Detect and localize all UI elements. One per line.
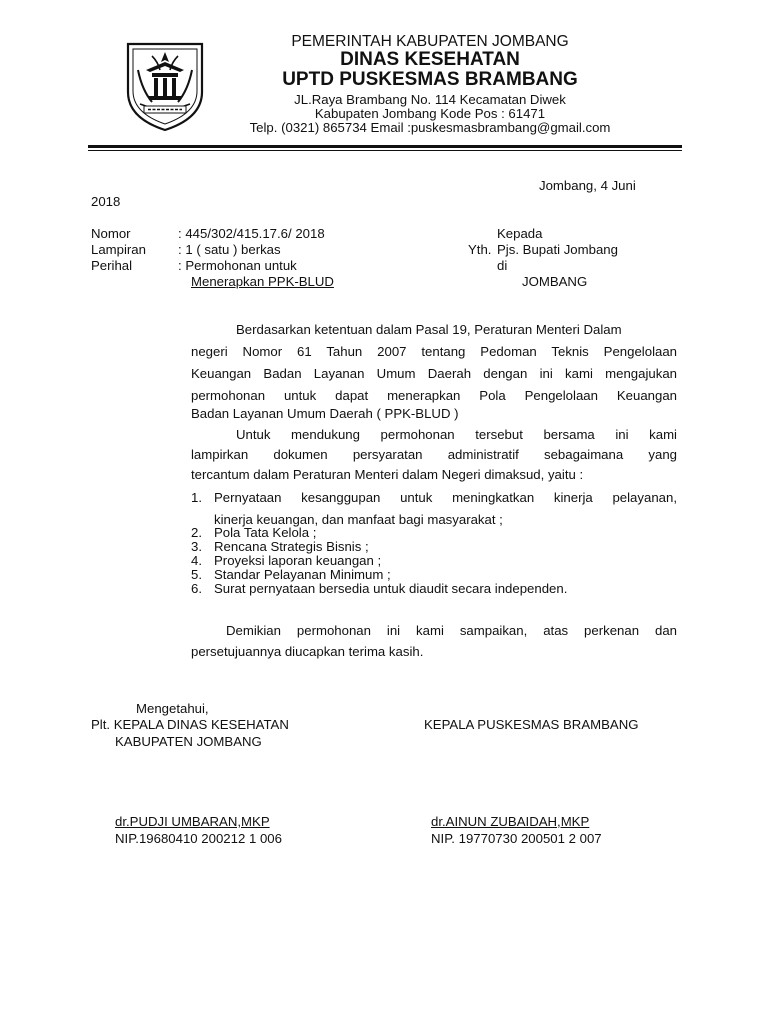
jombang-regency-crest-icon xyxy=(122,40,208,132)
left-signatory-nip: NIP.19680410 200212 1 006 xyxy=(115,831,282,846)
recipient-place: JOMBANG xyxy=(522,274,588,289)
right-signatory-name: dr.AINUN ZUBAIDAH,MKP xyxy=(431,814,590,829)
body-paragraph-1-line-1: Berdasarkan ketentuan dalam Pasal 19, Peraturan Menteri Dalam xyxy=(236,322,622,337)
date-line: Jombang, 4 Juni xyxy=(539,178,636,193)
body-paragraph-1-line-5: Badan Layanan Umum Daerah ( PPK-BLUD ) xyxy=(191,406,459,421)
nomor-value: : 445/302/415.17.6/ 2018 xyxy=(178,226,325,241)
closing-line-2: persetujuannya diucapkan terima kasih. xyxy=(191,644,424,659)
letterhead-contact: Telp. (0321) 865734 Email :puskesmasbrambang@gmail.com xyxy=(249,120,611,135)
lampiran-label: Lampiran xyxy=(91,242,146,257)
perihal-label: Perihal xyxy=(91,258,133,273)
letterhead-rule-thick xyxy=(88,145,682,148)
body-paragraph-1-line-3: Keuangan Badan Layanan Umum Daerah dengan ini kami mengajukan xyxy=(191,366,677,381)
left-signatory-name: dr.PUDJI UMBARAN,MKP xyxy=(115,814,270,829)
list-item-number: 5. xyxy=(191,567,202,582)
list-item-text: Surat pernyataan bersedia untuk diaudit secara independen. xyxy=(214,581,568,596)
list-item-number: 2. xyxy=(191,525,202,540)
right-signatory-title: KEPALA PUSKESMAS BRAMBANG xyxy=(424,717,639,732)
nomor-label: Nomor xyxy=(91,226,131,241)
list-item-text: Proyeksi laporan keuangan ; xyxy=(214,553,382,568)
body-paragraph-1-line-4: permohonan untuk dapat menerapkan Pola Pengelolaan Keuangan xyxy=(191,388,677,403)
letterhead-address1: JL.Raya Brambang No. 114 Kecamatan Diwek xyxy=(294,92,566,107)
perihal-value: : Permohonan untuk xyxy=(178,258,297,273)
letterhead-rule-thin xyxy=(88,150,682,151)
letterhead-address2: Kabupaten Jombang Kode Pos : 61471 xyxy=(314,106,546,121)
closing-line-1: Demikian permohonan ini kami sampaikan, atas perkenan dan xyxy=(226,623,677,638)
recipient-di: di xyxy=(497,258,508,273)
list-item-number: 4. xyxy=(191,553,202,568)
letterhead-unit: UPTD PUSKESMAS BRAMBANG xyxy=(282,69,578,90)
list-item-number: 6. xyxy=(191,581,202,596)
list-item-number: 1. xyxy=(191,490,202,505)
body-paragraph-2-line-1: Untuk mendukung permohonan tersebut bersama ini kami xyxy=(236,427,677,442)
letterhead-government: PEMERINTAH KABUPATEN JOMBANG xyxy=(291,33,569,50)
list-item-text-continued: kinerja keuangan, dan manfaat bagi masyarakat ; xyxy=(214,512,503,527)
right-signatory-nip: NIP. 19770730 200501 2 007 xyxy=(431,831,602,846)
letterhead-agency: DINAS KESEHATAN xyxy=(340,49,520,70)
recipient-kepada: Kepada xyxy=(497,226,543,241)
body-paragraph-2-line-2: lampirkan dokumen persyaratan administratif sebagaimana yang xyxy=(191,447,677,462)
list-item-text: Pola Tata Kelola ; xyxy=(214,525,317,540)
body-paragraph-2-line-3: tercantum dalam Peraturan Menteri dalam Negeri dimaksud, yaitu : xyxy=(191,467,584,482)
body-paragraph-1-line-2: negeri Nomor 61 Tahun 2007 tentang Pedoman Teknis Pengelolaan xyxy=(191,344,677,359)
recipient-yth: Yth. xyxy=(468,242,492,257)
list-item-number: 3. xyxy=(191,539,202,554)
list-item-text: Standar Pelayanan Minimum ; xyxy=(214,567,391,582)
date-year: 2018 xyxy=(91,194,121,209)
left-signatory-title-2: KABUPATEN JOMBANG xyxy=(115,734,262,749)
lampiran-value: : 1 ( satu ) berkas xyxy=(178,242,281,257)
perihal-value-2: Menerapkan PPK-BLUD xyxy=(191,274,334,289)
mengetahui-label: Mengetahui, xyxy=(136,701,209,716)
list-item-text: Pernyataan kesanggupan untuk meningkatkan kinerja pelayanan, xyxy=(214,490,677,505)
list-item-text: Rencana Strategis Bisnis ; xyxy=(214,539,369,554)
recipient-name: Pjs. Bupati Jombang xyxy=(497,242,618,257)
left-signatory-title: Plt. KEPALA DINAS KESEHATAN xyxy=(91,717,289,732)
